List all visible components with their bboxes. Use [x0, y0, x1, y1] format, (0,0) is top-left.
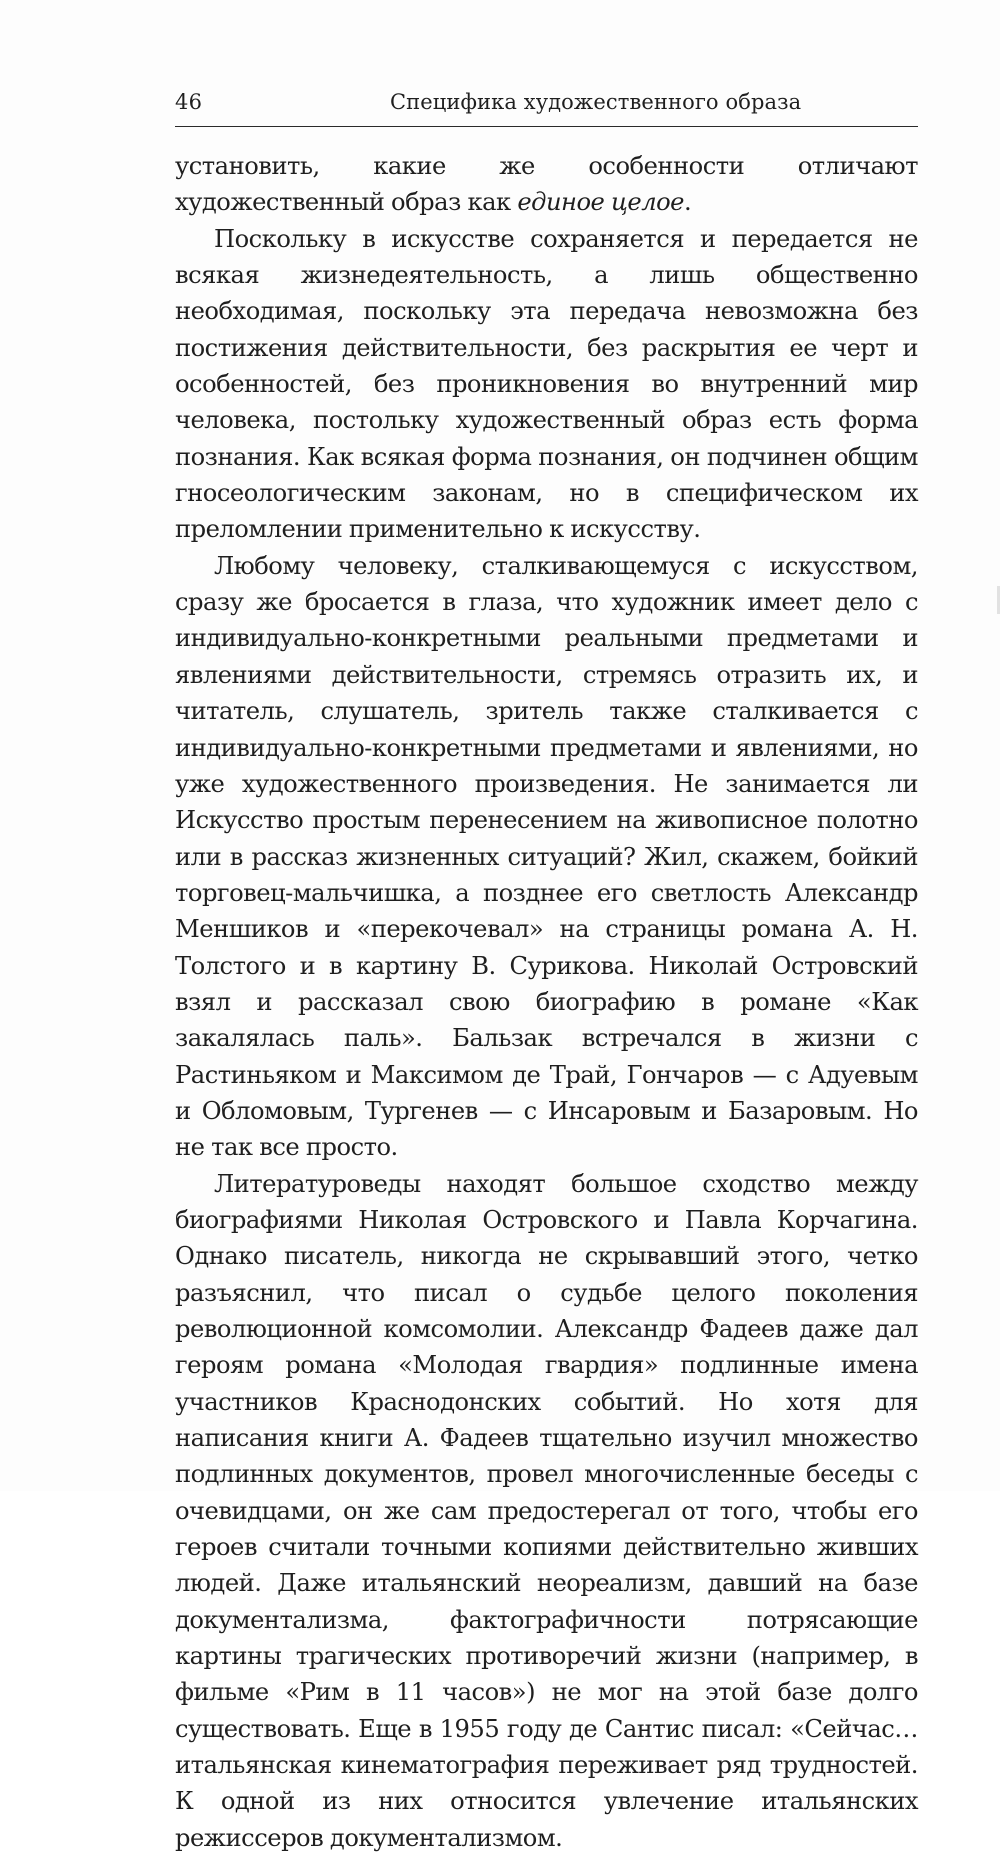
- paragraph-continuation-end: .: [684, 188, 692, 217]
- running-header: [175, 86, 918, 127]
- paragraph-individual-concrete: Любому человеку, сталкивающемуся с искусством, сразу же бросается в глаза, что художник имеет дело с индивидуально-конкретными реальными предметами и явлениями действительности, стремясь отразить их, и читатель, слушатель, зритель также сталкивается с индивидуально-конкретными предметами и явлениями, но уже художественного произведения. Не занимается ли Искусство простым перенесением на живописное полотно или в рассказ жизненных ситуаций? Жил, скажем, бойкий торговец-мальчишка, а позднее его светлость Александр Меншиков и «перекочевал» на страницы романа А. Н. Толстого и в картину В. Сурикова. Николай Островский взял и рассказал свою биографию в романе «Как закалялась паль». Бальзак встречался в жизни с Растиньяком и Максимом де Трай, Гончаров — с Адуевым и Обломовым, Тургенев — с Инсаровым и Базаровым. Но не так все просто.: [175, 551, 918, 1162]
- running-title: Специфика художественного образа: [390, 90, 802, 114]
- paragraph-continuation: [175, 148, 918, 221]
- paragraph-cognition: Поскольку в искусстве сохраняется и передается не всякая жизнедеятельность, а лишь общественно необходимая, поскольку эта передача невозможна без постижения действительности, без раскрытия ее черт и особенностей, без проникновения во внутренний мир человека, постольку художественный образ есть форма познания. Как всякая форма познания, он подчинен общим гносеологическим законам, но в специфическом их преломлении применительно к искусству.: [175, 224, 918, 544]
- body-text: [175, 148, 918, 1856]
- paragraph-continuation-text: установить, какие же особенности отличают художественный образ как: [175, 152, 918, 217]
- page-number: 46: [175, 90, 203, 114]
- paragraph-literary-scholars: Литературоведы находят большое сходство между биографиями Николая Островского и Павла Корчагина. Однако писатель, никогда не скрывавший этого, четко разъяснил, что писал о судьбе целого поколения революционной комсомолии. Александр Фадеев даже дал героям романа «Молодая гвардия» подлинные имена участников Краснодонских событий. Но хотя для написания книги А. Фадеев тщательно изучил множество подлинных документов, провел многочисленные беседы с очевидцами, он же сам предостерегал от того, чтобы его героев считали точными копиями действительно живших людей. Даже итальянский неореализм, давший на базе документализма, фактографичности потрясающие картины трагических противоречий жизни (например, в фильме «Рим в 11 часов») не мог на этой базе долго существовать. Еще в 1955 году де Сантис писал: «Сейчас… итальянская кинематография переживает ряд трудностей. К одной из них относится увлечение итальянских режиссеров документализмом.: [175, 1169, 918, 1852]
- emphasis-text: единое целое: [517, 188, 684, 217]
